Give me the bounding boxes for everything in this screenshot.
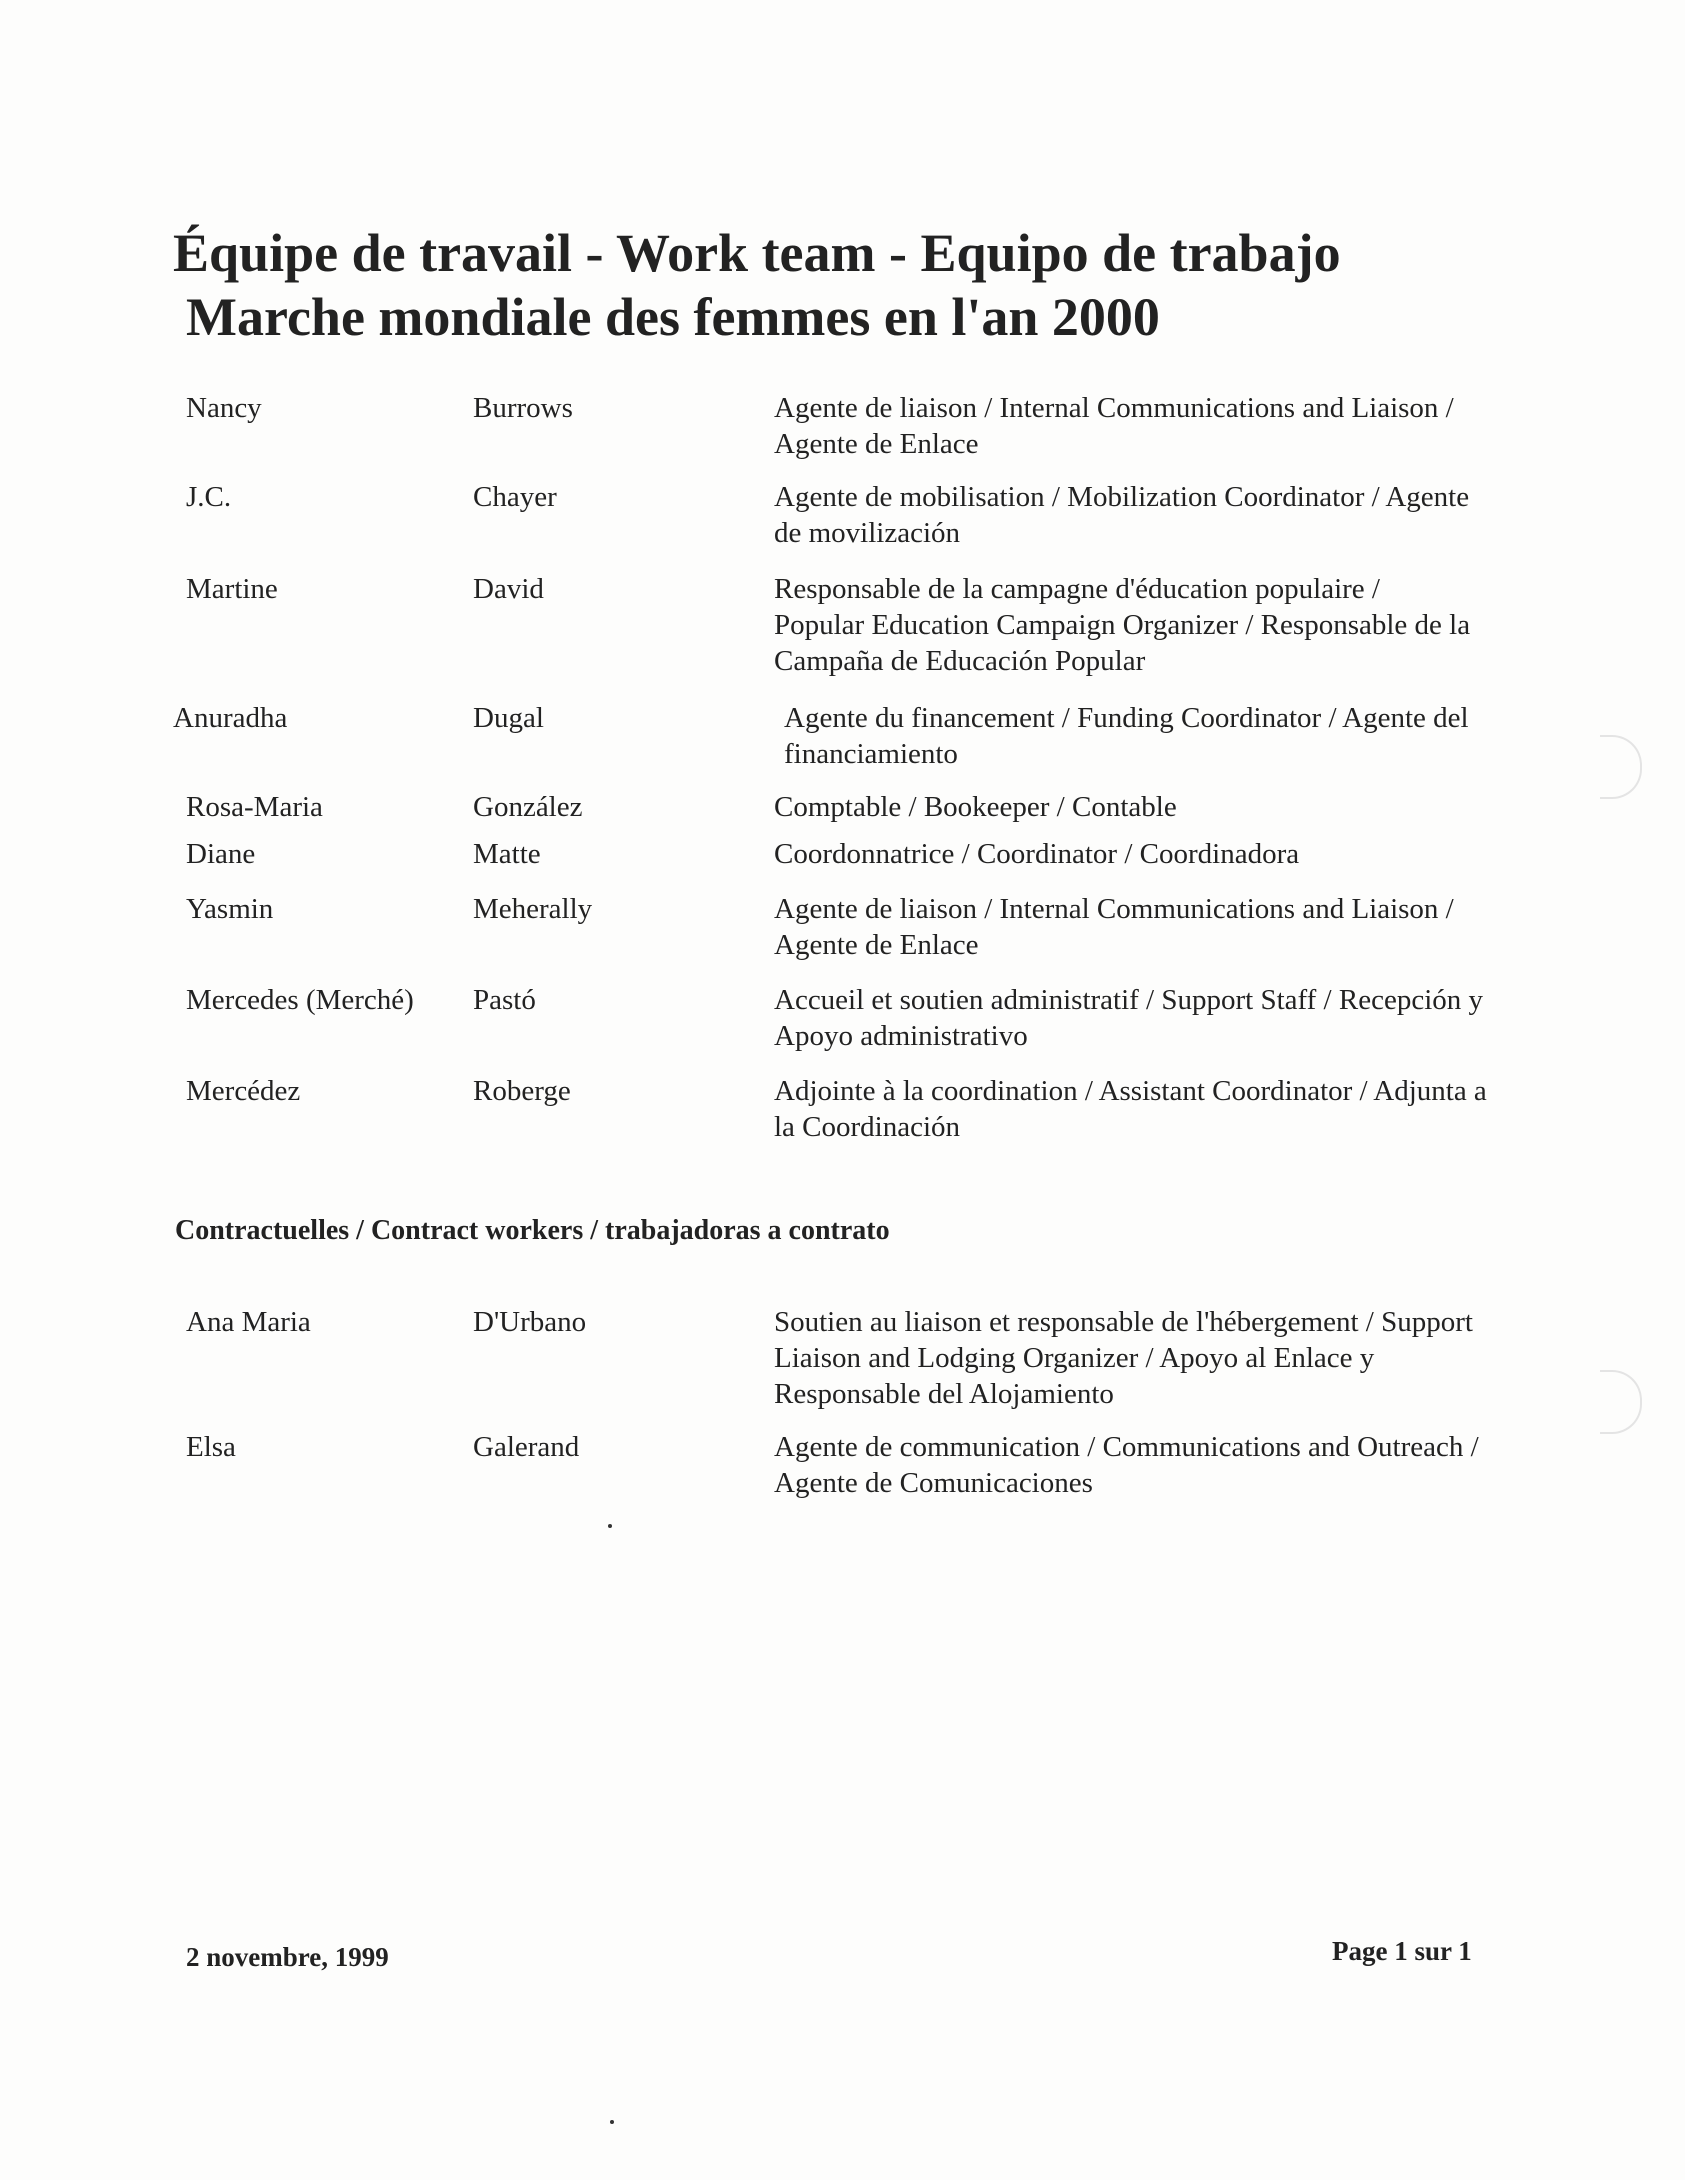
first-name: Nancy: [186, 392, 262, 424]
first-name: J.C.: [186, 481, 232, 513]
hole-punch-mark: [1600, 735, 1642, 799]
role: Soutien au liaison et responsable de l'hébergement / Support Liaison and Lodging Organizer / Apoyo al Enlace y Responsable del Alojamiento: [774, 1306, 1473, 1410]
last-name: D'Urbano: [473, 1306, 587, 1338]
first-name: Ana Maria: [186, 1306, 311, 1338]
page-subtitle: Marche mondiale des femmes en l'an 2000: [186, 287, 1160, 347]
role: Adjointe à la coordination / Assistant Coordinator / Adjunta a la Coordinación: [774, 1075, 1487, 1143]
page-title: Équipe de travail - Work team - Equipo de trabajo: [173, 223, 1341, 283]
role: Coordonnatrice / Coordinator / Coordinadora: [774, 838, 1300, 870]
contract-section-heading: Contractuelles / Contract workers / trabajadoras a contrato: [175, 1215, 890, 1246]
first-name: Rosa-Maria: [186, 791, 323, 823]
last-name: Meherally: [473, 893, 593, 925]
first-name: Diane: [186, 838, 256, 870]
scan-speck: [608, 1524, 612, 1528]
first-name: Anuradha: [173, 702, 288, 734]
page-number: Page 1 sur 1: [1332, 1936, 1472, 1966]
last-name: Galerand: [473, 1431, 580, 1463]
first-name: Martine: [186, 573, 278, 605]
first-name: Mercedes (Merché): [186, 984, 414, 1016]
last-name: Pastó: [473, 984, 536, 1016]
last-name: Burrows: [473, 392, 573, 424]
role: Agente de communication / Communications and Outreach / Agente de Comunicaciones: [774, 1431, 1479, 1499]
last-name: Dugal: [473, 702, 544, 734]
last-name: Chayer: [473, 481, 557, 513]
role: Accueil et soutien administratif / Support Staff / Recepción y Apoyo administrativo: [774, 984, 1483, 1052]
role: Agente de mobilisation / Mobilization Coordinator / Agente de movilización: [774, 481, 1470, 549]
role: Responsable de la campagne d'éducation populaire / Popular Education Campaign Organizer / Responsable de la Campaña de Educación Popular: [774, 573, 1471, 677]
role: Comptable / Bookeeper / Contable: [774, 791, 1177, 823]
role: Agente de liaison / Internal Communications and Liaison / Agente de Enlace: [774, 893, 1454, 961]
last-name: Roberge: [473, 1075, 571, 1107]
last-name: González: [473, 791, 583, 823]
footer-date: 2 novembre, 1999: [186, 1942, 389, 1972]
first-name: Elsa: [186, 1431, 236, 1463]
hole-punch-mark: [1600, 1370, 1642, 1434]
last-name: David: [473, 573, 544, 605]
role: Agente du financement / Funding Coordinator / Agente del financiamiento: [784, 702, 1469, 770]
first-name: Mercédez: [186, 1075, 301, 1107]
scan-speck: [610, 2120, 614, 2124]
first-name: Yasmin: [186, 893, 274, 925]
role: Agente de liaison / Internal Communications and Liaison / Agente de Enlace: [774, 392, 1454, 460]
last-name: Matte: [473, 838, 541, 870]
